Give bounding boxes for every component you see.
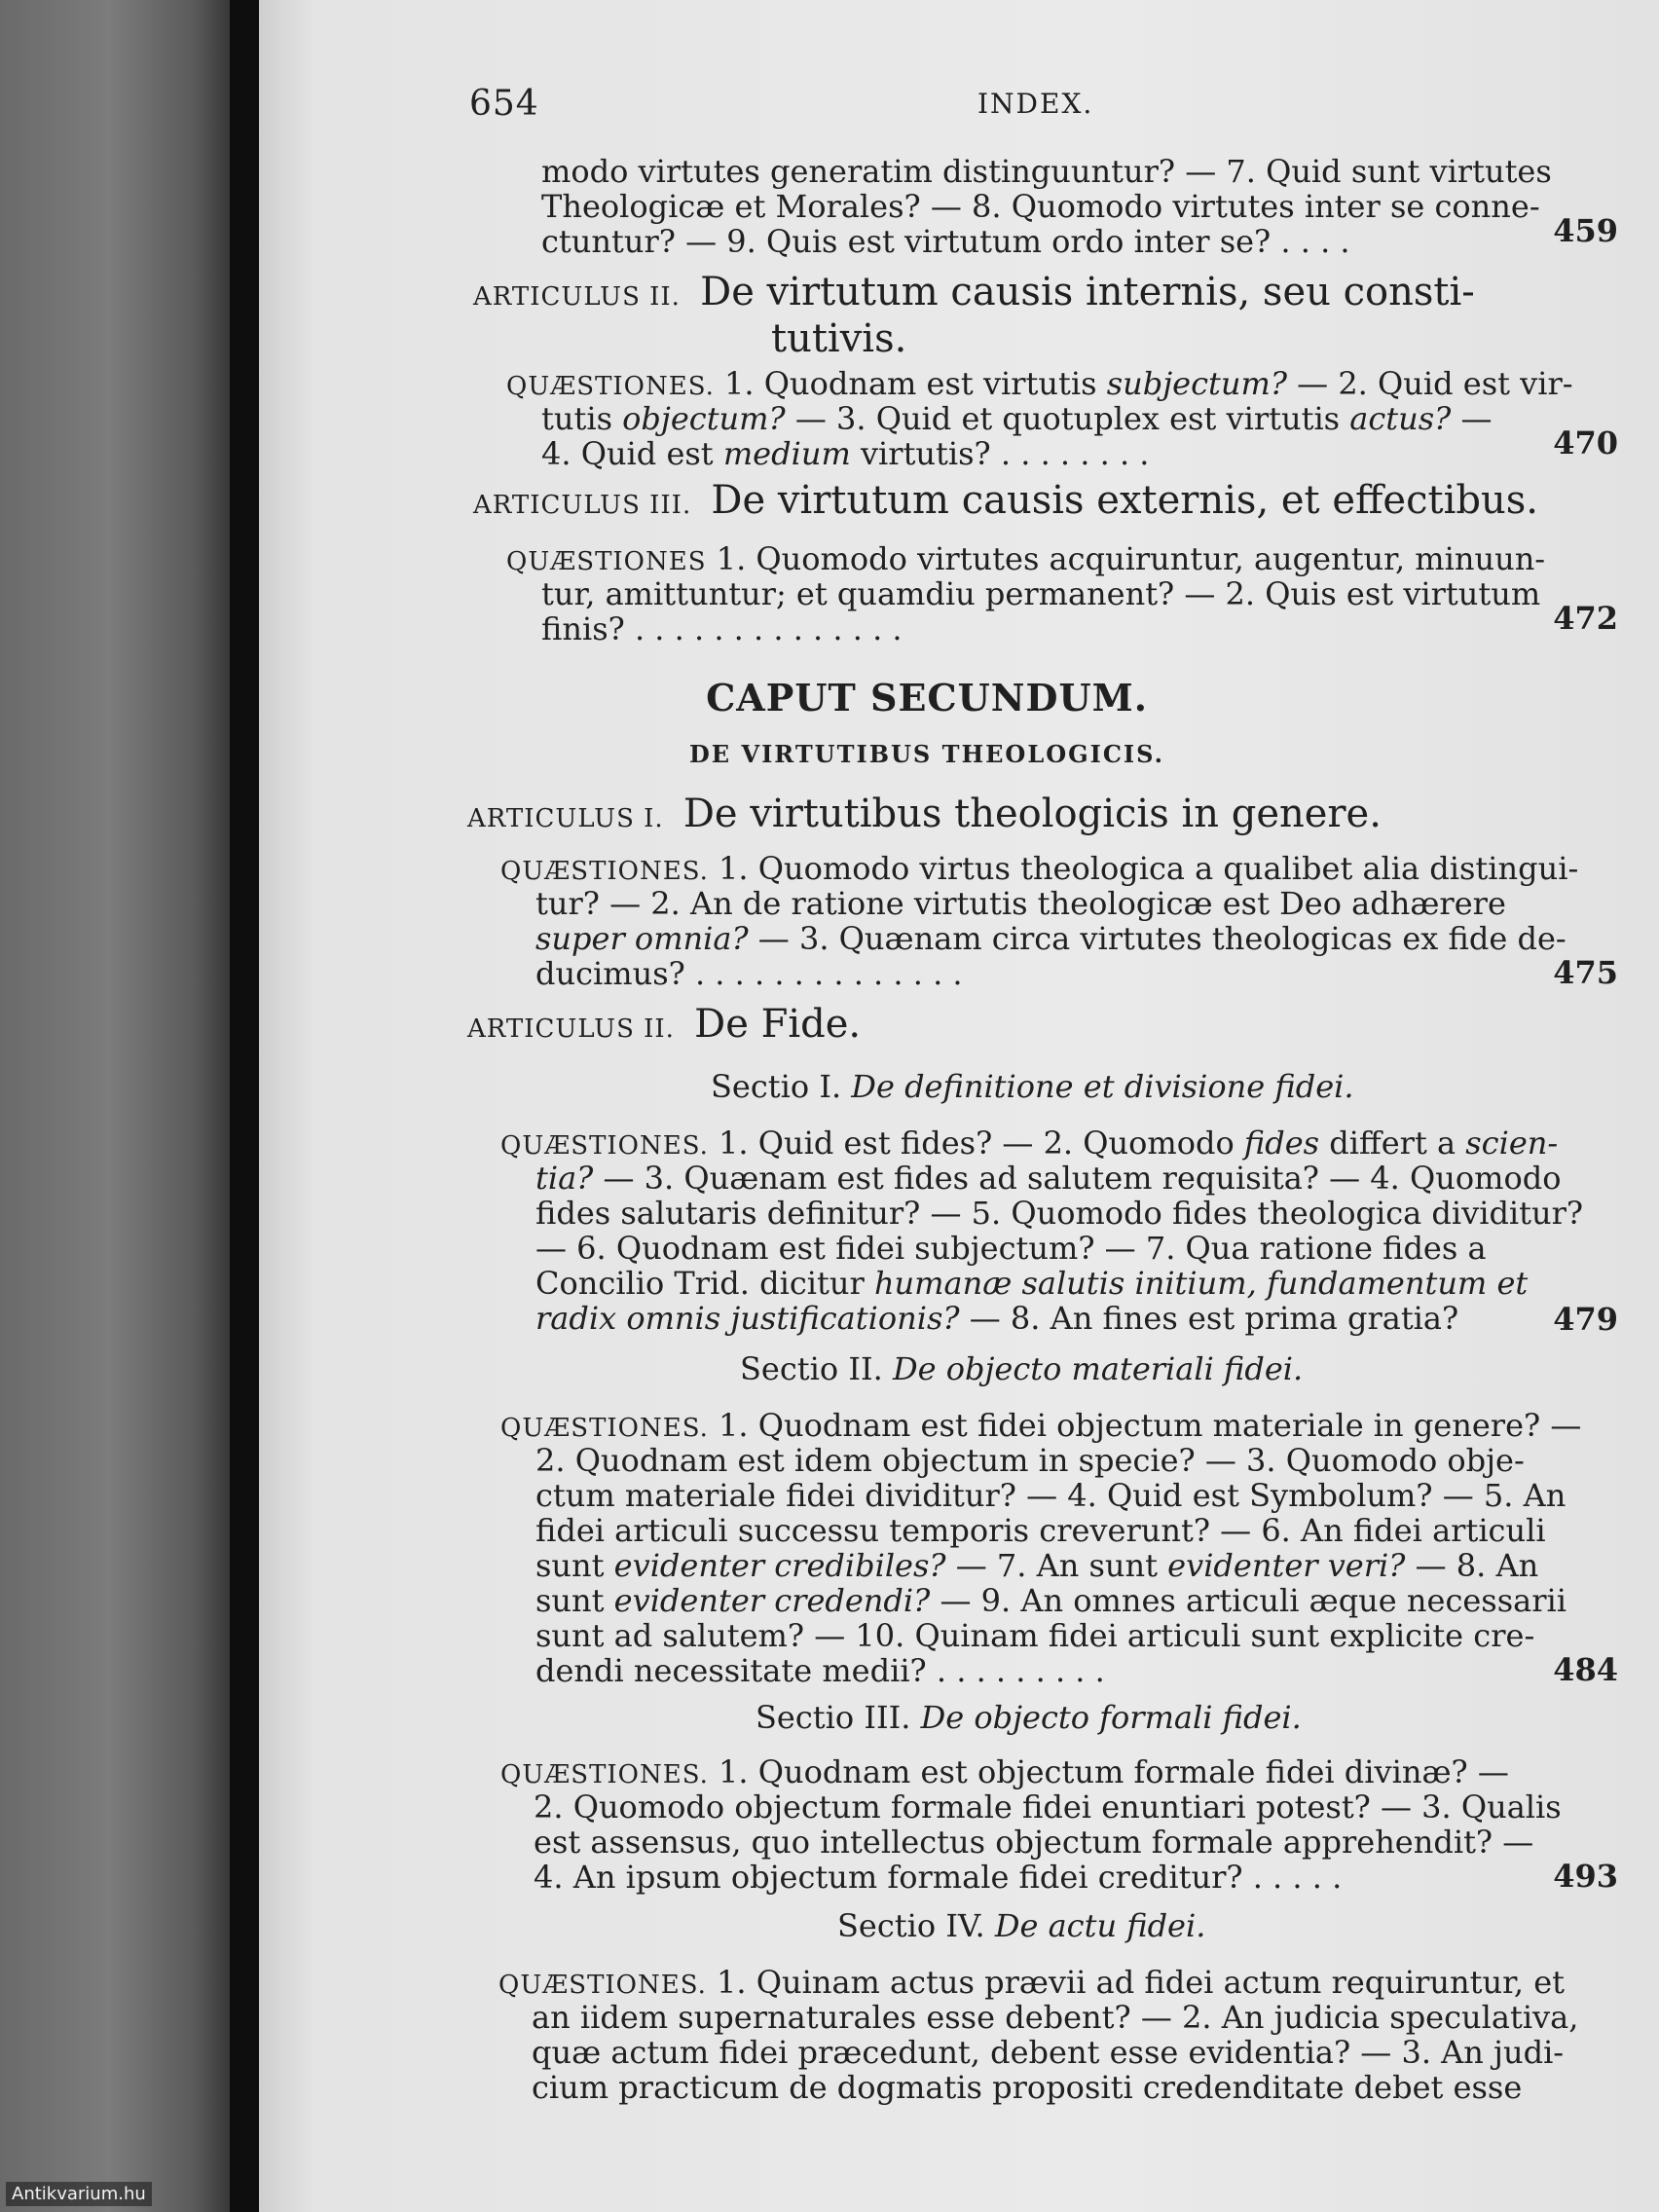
book-spine [230,0,263,2212]
section-title: De objecto formali fidei. [920,1699,1302,1736]
text-line: Theologicæ et Morales? — 8. Quomodo virtutes inter se conne- [541,188,1540,225]
question-line: tur? — 2. An de ratione virtutis theologicæ est Deo adhærere [535,885,1506,922]
question-line: super omnia? — 3. Quænam circa virtutes theologicas ex fide de- [535,920,1567,957]
questions-label: QUÆSTIONES [506,547,707,576]
watermark: Antikvarium.hu [6,2182,152,2206]
text-line: ctuntur? — 9. Quis est virtutum ordo inter se? . . . . [541,223,1350,260]
article-title: De Fide. [694,1002,862,1047]
section-label: Sectio IV. [837,1907,985,1944]
question-line: QUÆSTIONES. 1. Quodnam est objectum formale fidei divinæ? — [500,1753,1509,1790]
question-line: QUÆSTIONES. 1. Quomodo virtus theologica a qualibet alia distingui- [500,850,1579,887]
question-line: est assensus, quo intellectus objectum formale apprehendit? — [534,1824,1534,1861]
question-line: 2. Quodnam est idem objectum in specie? — 3. Quomodo obje- [535,1442,1525,1479]
text-line: modo virtutes generatim distinguuntur? — 7. Quid sunt virtutes [541,153,1552,190]
question-line: finis? . . . . . . . . . . . . . . [541,610,903,647]
questions-label: QUÆSTIONES. [500,1760,709,1789]
question-line: QUÆSTIONES. 1. Quid est fides? — 2. Quomodo fides differt a scien- [500,1124,1559,1161]
question-line: QUÆSTIONES. 1. Quinam actus prævii ad fidei actum requiruntur, et [498,1964,1566,2001]
question-line: Concilio Trid. dicitur humanæ salutis initium, fundamentum et [535,1265,1529,1302]
article-title: De virtutum causis externis, et effectibus. [711,478,1538,523]
article-label: ARTICULUS II. [473,282,681,312]
question-line: QUÆSTIONES. 1. Quodnam est fidei objectum materiale in genere? — [500,1407,1582,1444]
article-heading [467,1002,862,1047]
article-heading [467,792,1382,836]
question-line: 4. Quid est medium virtutis? . . . . . . . . [541,435,1150,472]
article-heading [473,478,1538,523]
page-reference: 479 [1553,1301,1618,1338]
article-heading [473,270,1475,314]
page-reference: 472 [1553,600,1618,637]
section-heading [756,1700,1302,1735]
section-title: De actu fidei. [994,1907,1206,1944]
chapter-subtitle: DE VIRTUTIBUS THEOLOGICIS. [688,740,1164,768]
question-line: fidei articuli successu temporis creverunt? — 6. An fidei articuli [535,1512,1546,1549]
section-label: Sectio III. [756,1699,911,1736]
section-label: Sectio I. [711,1068,842,1105]
questions-label: QUÆSTIONES. [506,372,715,401]
question-line: sunt ad salutem? — 10. Quinam fidei articuli sunt explicite cre- [535,1617,1535,1654]
article-label: ARTICULUS I. [467,804,664,833]
chapter-title: CAPUT SECUNDUM. [706,676,1148,719]
question-line: sunt evidenter credendi? — 9. An omnes articuli æque necessarii [535,1582,1567,1619]
question-line: sunt evidenter credibiles? — 7. An sunt evidenter veri? — 8. An [535,1547,1539,1584]
section-label: Sectio II. [740,1350,883,1387]
page-number: 654 [469,84,539,124]
questions-label: QUÆSTIONES. [498,1971,707,2000]
question-line: ducimus? . . . . . . . . . . . . . . [535,955,963,992]
article-title: De virtutum causis internis, seu consti- [700,270,1475,314]
question-line: tia? — 3. Quænam est fides ad salutem requisita? — 4. Quomodo [535,1160,1562,1197]
questions-label: QUÆSTIONES. [500,1131,709,1161]
question-line: QUÆSTIONES. 1. Quodnam est virtutis subjectum? — 2. Quid est vir- [506,365,1573,402]
page-reference: 475 [1553,954,1618,991]
article-label: ARTICULUS III. [473,491,692,520]
page-reference: 484 [1553,1651,1618,1688]
question-line: quæ actum fidei præcedunt, debent esse evidentia? — 3. An judi- [532,2034,1565,2071]
left-page-shadow [0,0,243,2212]
page-reference: 470 [1553,424,1618,461]
question-line: 2. Quomodo objectum formale fidei enuntiari potest? — 3. Qualis [534,1788,1562,1825]
article-label: ARTICULUS II. [467,1014,675,1044]
question-line: tutis objectum? — 3. Quid et quotuplex est virtutis actus? — [541,400,1493,437]
section-heading [740,1351,1303,1386]
question-line: dendi necessitate medii? . . . . . . . . . [535,1652,1105,1689]
article-title-continued: tutivis. [771,316,907,361]
section-heading [837,1908,1205,1943]
question-line: QUÆSTIONES 1. Quomodo virtutes acquiruntur, augentur, minuun- [506,540,1546,577]
question-line: ctum materiale fidei dividitur? — 4. Quid est Symbolum? — 5. An [535,1477,1567,1514]
question-line: tur, amittuntur; et quamdiu permanent? — 2. Quis est virtutum [541,575,1541,612]
section-heading [711,1069,1354,1104]
question-line: an iidem supernaturales esse debent? — 2. An judicia speculativa, [532,1999,1579,2036]
page-reference: 493 [1553,1858,1618,1895]
question-line: cium practicum de dogmatis propositi credenditate debet esse [532,2069,1523,2106]
questions-label: QUÆSTIONES. [500,1414,709,1443]
section-title: De definitione et divisione fidei. [851,1068,1354,1105]
question-line: — 6. Quodnam est fidei subjectum? — 7. Qua ratione fides a [535,1230,1487,1267]
question-line: 4. An ipsum objectum formale fidei creditur? . . . . . [534,1859,1343,1896]
questions-label: QUÆSTIONES. [500,857,709,886]
article-title: De virtutibus theologicis in genere. [682,792,1382,836]
running-header: INDEX. [977,88,1094,120]
question-line: fides salutaris definitur? — 5. Quomodo fides theologica dividitur? [535,1195,1584,1232]
page-reference: 459 [1553,212,1618,249]
question-line: radix omnis justificationis? — 8. An fines est prima gratia? [535,1300,1459,1337]
section-title: De objecto materiali fidei. [892,1350,1304,1387]
